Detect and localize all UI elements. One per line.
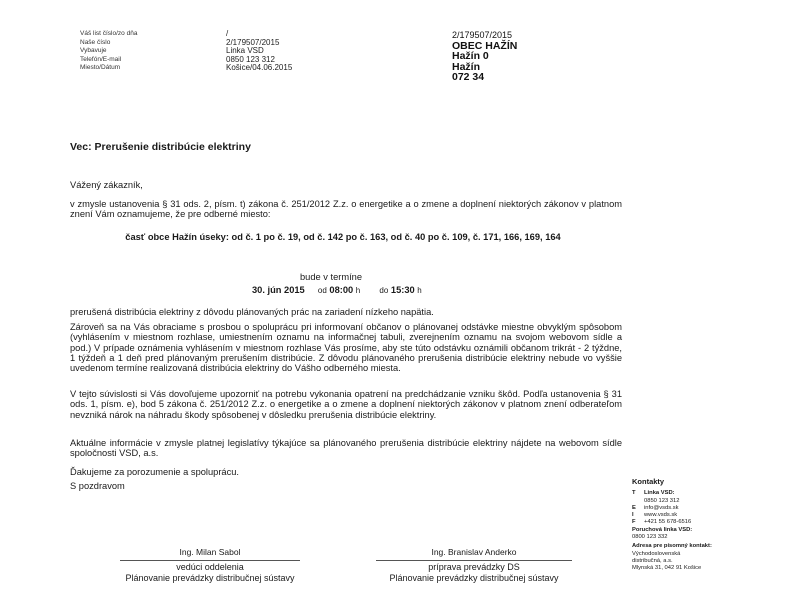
schedule-line xyxy=(252,285,422,296)
signature-block-1 xyxy=(110,547,310,584)
signer-name-2: Ing. Branislav Anderko xyxy=(431,547,517,557)
signature-block-2 xyxy=(366,547,582,584)
thanks-line: Ďakujeme za porozumenie a spoluprácu. xyxy=(70,467,239,477)
fault-line-label: Poruchová linka VSD: xyxy=(632,526,693,533)
damage-paragraph: V tejto súvislosti si Vás dovoľujeme upozorniť na potrebu vykonania opatrení na predchádzanie vzniku škôd. Podľa ustanovenia § 31 ods. 1, písm. e), bod 5 zákona č. 251/2012 Z.z. o energetike a o zmene a doplnení niektorých zákonov v platnom znení odberateľom nevzniká nárok na náhradu škody spôsobenej v dôsledku prerušenia distribúcie elektriny. xyxy=(70,389,622,420)
header-values xyxy=(226,30,346,73)
info-paragraph: Aktuálne informácie v zmysle platnej legislatívy týkajúce sa plánovaného prerušenia distribúcie elektriny nájdete na webovom sídle spoločnosti VSD, a.s. xyxy=(70,438,622,459)
signer-role-1: vedúci oddelenia xyxy=(176,562,244,572)
recipient-zip: 072 34 xyxy=(452,71,485,83)
email-key: E xyxy=(632,504,636,511)
contact-phone-value-row xyxy=(632,498,762,505)
schedule-date: 30. jún 2015 xyxy=(252,285,305,295)
schedule-label: bude v termíne xyxy=(300,272,363,282)
contacts-panel xyxy=(632,478,762,573)
value-our-number: 2/179507/2015 xyxy=(226,37,280,47)
signature-line-2 xyxy=(376,560,572,561)
postal-label: Adresa pre písomný kontakt: xyxy=(632,543,712,550)
company-address: Mlynská 31, 042 91 Košice xyxy=(632,565,702,572)
signer-role-2: príprava prevádzky DS xyxy=(428,562,520,572)
contacts-title: Kontakty xyxy=(632,477,665,486)
value-phone: 0850 123 312 xyxy=(226,54,275,64)
phone-label: Linka VSD: xyxy=(644,490,675,497)
label-our-number: Naše číslo xyxy=(80,38,111,46)
value-your-letter: / xyxy=(226,29,229,38)
cooperation-paragraph: Zároveň sa na Vás obraciame s prosbou o spoluprácu pri informovaní občanov o plánovanej odstávke miestne obvyklým spôsobom (vyhlásením v miestnom rozhlase, umiestnením oznamu na informačnej tabuli, zverejnením oznamu na svojom webovom sídle a pod.) V prípade oznámenia vyhlásením v miestnom rozhlase Vás prosíme, aby ste túto odstávku oznámili občanom trikrát - 2 týždne, 1 týždeň a 1 deň pred plánovaným prerušením distribúcie. Z dôvodu plánovaného prerušenia distribúcie elektriny nebude vo vyššie uvedenom termíne realizovaná distribúcia elektriny do Vášho odberného miesta. xyxy=(70,322,622,374)
header-labels xyxy=(80,30,180,73)
from-label: od xyxy=(317,286,327,295)
web-key: I xyxy=(632,512,634,519)
fax-key: F xyxy=(632,519,636,526)
value-place-date: Košice/04.06.2015 xyxy=(226,63,293,72)
web-value: www.vsds.sk xyxy=(644,512,678,519)
intro-paragraph: v zmysle ustanovenia § 31 ods. 2, písm. t) zákona č. 251/2012 Z.z. o energetike a o zmene a doplnení niektorých zákonov v platnom znení Vám oznamujeme, že pre odberné miesto: xyxy=(70,199,622,220)
contact-email-row xyxy=(632,505,762,512)
subject-line: Vec: Prerušenie distribúcie elektriny xyxy=(70,141,251,153)
to-label: do xyxy=(379,286,389,295)
contact-web-row xyxy=(632,512,762,519)
fax-value: +421 55 678-6516 xyxy=(644,519,692,526)
value-handled-by: Linka VSD xyxy=(226,46,264,55)
greeting: Vážený zákazník, xyxy=(70,180,143,190)
closing-line: S pozdravom xyxy=(70,481,125,491)
recipient-city: Hažín xyxy=(452,60,481,73)
label-handled-by: Vybavuje xyxy=(80,47,107,54)
recipient-street: Hažín 0 xyxy=(452,50,489,62)
recipient-address xyxy=(452,30,632,83)
contact-fax-row xyxy=(632,519,762,526)
signer-dept-2: Plánovanie prevádzky distribučnej sústavy xyxy=(389,573,559,583)
company-line-1: Východoslovenská xyxy=(632,550,681,557)
signer-name-1: Ing. Milan Sabol xyxy=(179,547,241,557)
from-time: 08:00 xyxy=(329,285,354,295)
phone-key: T xyxy=(632,490,636,497)
label-place-date: Miesto/Dátum xyxy=(80,64,121,71)
contact-phone-row xyxy=(632,490,762,497)
company-line-2: distribučná, a.s. xyxy=(632,557,673,564)
interruption-paragraph: prerušená distribúcia elektriny z dôvodu plánovaných prác na zariadení nízkeho napätia. xyxy=(70,307,434,317)
label-phone-email: Telefón/E-mail xyxy=(80,55,122,63)
from-unit: h xyxy=(355,286,361,295)
signer-dept-1: Plánovanie prevádzky distribučnej sústavy xyxy=(125,573,295,583)
signature-line-1 xyxy=(120,560,300,561)
to-time: 15:30 xyxy=(390,285,415,295)
to-unit: h xyxy=(417,286,422,295)
phone-value: 0850 123 312 xyxy=(644,497,680,504)
label-your-letter: Váš list číslo/zo dňa xyxy=(80,30,138,37)
recipient-name: OBEC HAŽÍN xyxy=(452,39,518,52)
location-text: časť obce Hažín úseky: od č. 1 po č. 19, od č. 142 po č. 163, od č. 40 po č. 109, č. 171, 166, 169, 164 xyxy=(125,232,561,242)
fault-line-value: 0800 123 332 xyxy=(632,534,668,541)
recipient-ref: 2/179507/2015 xyxy=(452,30,513,40)
email-value: info@vsds.sk xyxy=(644,504,679,511)
